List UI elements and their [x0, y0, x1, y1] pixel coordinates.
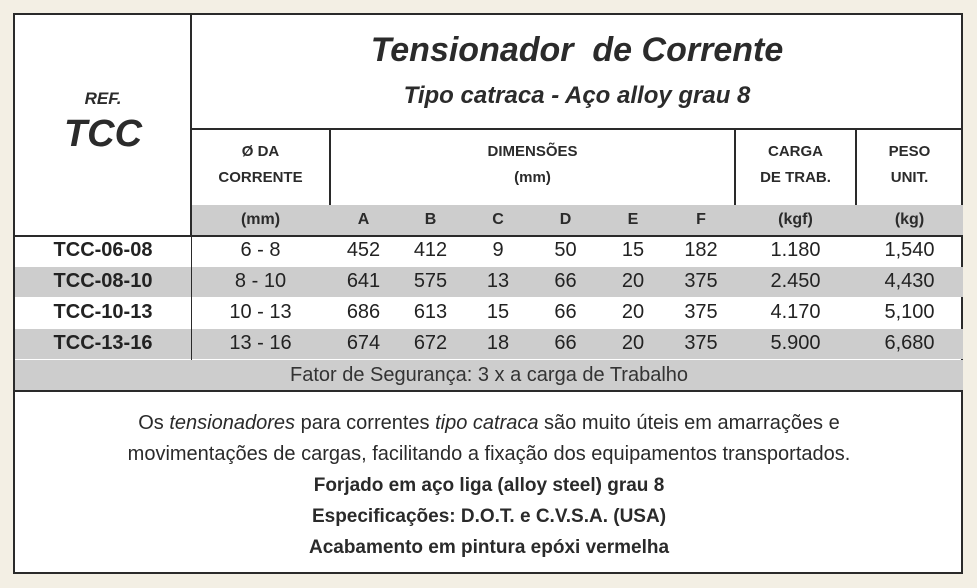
safety-factor-note: Fator de Segurança: 3 x a carga de Trabalho	[289, 364, 689, 386]
row-dim-e: 20	[621, 301, 645, 323]
row-dim-d: 50	[554, 239, 577, 261]
row-dim-c: 18	[486, 332, 510, 354]
row-weight: 5,100	[884, 301, 935, 323]
row-diameter: 8 - 10	[234, 270, 287, 292]
col-header-load: CARGA DE TRAB.	[760, 143, 831, 186]
unit-dim-b: B	[424, 211, 437, 228]
row-dim-c: 13	[486, 270, 510, 292]
row-ref: TCC-13-16	[53, 332, 153, 354]
row-weight: 6,680	[884, 332, 935, 354]
row-ref: TCC-06-08	[53, 239, 153, 261]
row-weight: 1,540	[884, 239, 935, 261]
row-dim-f: 182	[684, 239, 718, 261]
row-load: 1.180	[770, 239, 821, 261]
col-header-weight: PESO UNIT.	[888, 143, 931, 186]
row-dim-e: 20	[621, 332, 645, 354]
col-header-dimensions: DIMENSÕES (mm)	[487, 143, 578, 186]
row-dim-f: 375	[684, 270, 718, 292]
row-dim-b: 613	[413, 301, 448, 323]
description-block	[15, 408, 963, 563]
description-line-1: Os tensionadores para correntes tipo catraca são muito úteis em amarrações e	[138, 412, 840, 434]
row-load: 4.170	[770, 301, 821, 323]
row-ref: TCC-08-10	[53, 270, 153, 292]
row-dim-e: 20	[621, 270, 645, 292]
description-line-3: Forjado em aço liga (alloy steel) grau 8	[313, 475, 665, 496]
row-dim-f: 375	[684, 332, 718, 354]
page-title: Tensionador de Corrente	[370, 31, 784, 69]
description-line-4: Especificações: D.O.T. e C.V.S.A. (USA)	[311, 506, 667, 527]
unit-weight: (kg)	[894, 211, 925, 228]
row-dim-d: 66	[554, 301, 577, 323]
row-dim-e: 15	[621, 239, 645, 261]
unit-dim-f: F	[696, 211, 706, 228]
unit-dim-d: D	[559, 211, 572, 228]
row-dim-a: 686	[346, 301, 381, 323]
row-diameter: 10 - 13	[229, 301, 292, 323]
row-dim-b: 672	[413, 332, 448, 354]
ref-code: TCC	[63, 113, 143, 155]
unit-diameter: (mm)	[240, 211, 281, 228]
row-dim-a: 641	[346, 270, 381, 292]
row-diameter: 13 - 16	[229, 332, 292, 354]
table-bottom-line	[15, 390, 963, 392]
row-dim-a: 674	[346, 332, 381, 354]
col-header-diameter: Ø DA CORRENTE	[218, 143, 303, 186]
description-line-2: movimentações de cargas, facilitando a fixação dos equipamentos transportados.	[127, 443, 851, 465]
page-subtitle: Tipo catraca - Aço alloy grau 8	[403, 82, 751, 109]
row-load: 2.450	[770, 270, 821, 292]
row-dim-a: 452	[346, 239, 381, 261]
row-diameter: 6 - 8	[240, 239, 281, 261]
ref-label: REF.	[84, 89, 122, 108]
row-load: 5.900	[770, 332, 821, 354]
title-bottom-line	[191, 128, 963, 130]
row-dim-b: 575	[413, 270, 448, 292]
unit-load: (kgf)	[778, 211, 813, 228]
description-line-5: Acabamento em pintura epóxi vermelha	[308, 537, 670, 558]
unit-dim-e: E	[627, 211, 639, 228]
row-dim-f: 375	[684, 301, 718, 323]
header-bottom-line	[15, 235, 963, 237]
product-spec-sheet	[13, 13, 963, 574]
row-weight: 4,430	[884, 270, 935, 292]
row-ref: TCC-10-13	[53, 301, 153, 323]
row-dim-c: 15	[486, 301, 510, 323]
unit-dim-a: A	[357, 211, 370, 228]
row-dim-d: 66	[554, 270, 577, 292]
row-dim-d: 66	[554, 332, 577, 354]
unit-dim-c: C	[492, 211, 504, 228]
row-dim-b: 412	[413, 239, 448, 261]
row-dim-c: 9	[492, 239, 504, 261]
